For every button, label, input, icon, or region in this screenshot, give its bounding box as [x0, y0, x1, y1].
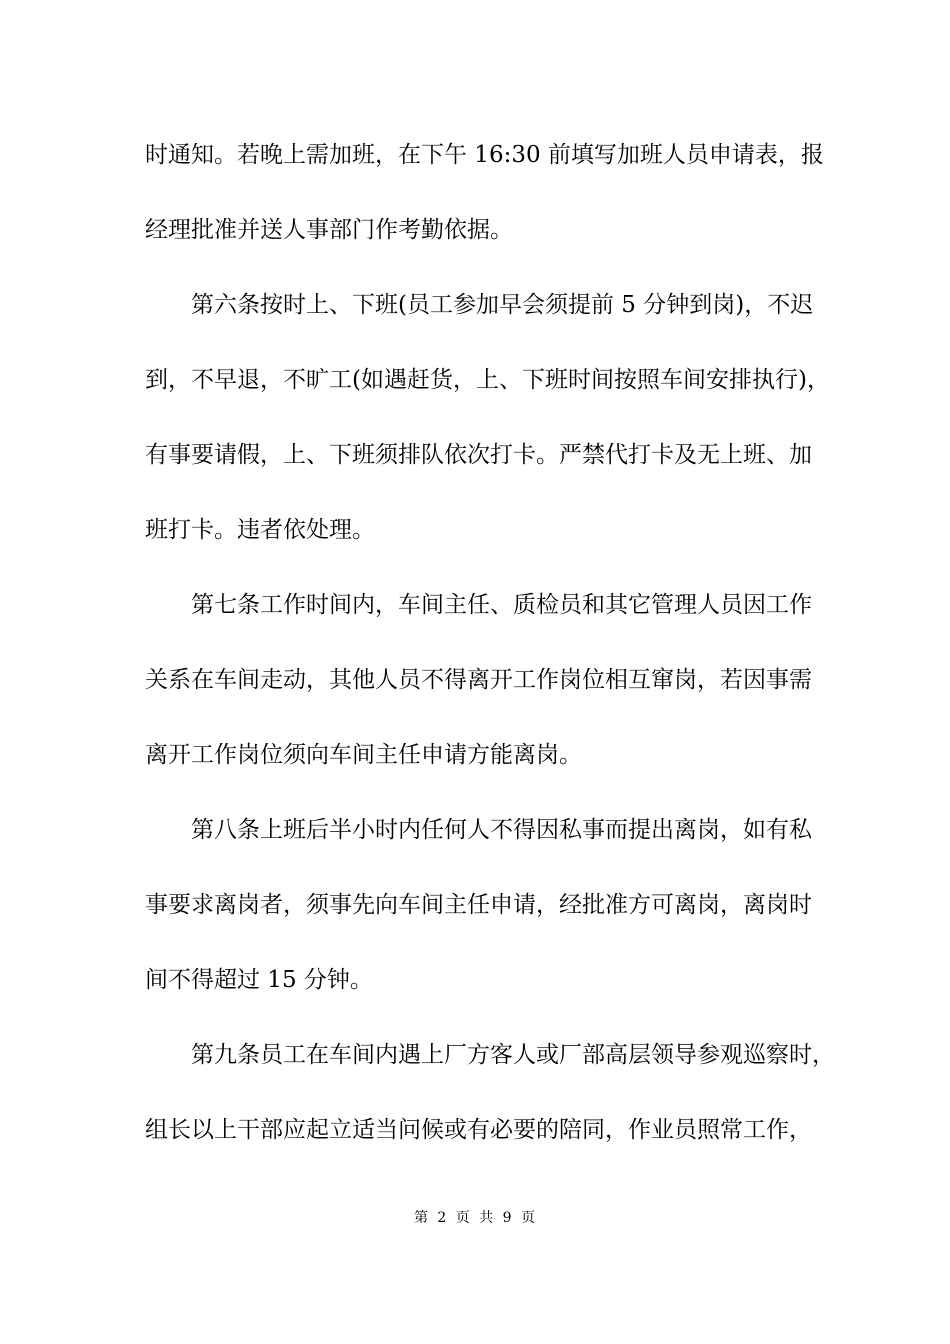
text-line: 关系在车间走动，其他人员不得离开工作岗位相互窜岗，若因事需	[145, 667, 812, 693]
paragraph-start-line: 第九条员工在车间内遇上厂方客人或厂部高层领导参观巡察时，	[191, 1042, 835, 1068]
text-line: 有事要请假，上、下班须排队依次打卡。严禁代打卡及无上班、加	[145, 442, 812, 468]
text-line: 事要求离岗者，须事先向车间主任申请，经批准方可离岗，离岗时	[145, 892, 812, 918]
text-line: 经理批准并送人事部门作考勤依据。	[145, 217, 513, 243]
text-line: 间不得超过 15 分钟。	[145, 967, 373, 993]
text-line: 班打卡。违者依处理。	[145, 517, 375, 543]
text-line: 组长以上干部应起立适当问候或有必要的陪同，作业员照常工作，	[145, 1117, 812, 1143]
paragraph-start-line: 第七条工作时间内，车间主任、质检员和其它管理人员因工作	[191, 592, 812, 618]
text-line: 时通知。若晚上需加班，在下午 16:30 前填写加班人员申请表，报	[145, 142, 824, 168]
text-line: 离开工作岗位须向车间主任申请方能离岗。	[145, 742, 582, 768]
paragraph-start-line: 第六条按时上、下班(员工参加早会须提前 5 分钟到岗)，不迟	[191, 292, 814, 318]
text-line: 到，不早退，不旷工(如遇赶货，上、下班时间按照车间安排执行)，	[145, 367, 830, 393]
paragraph-start-line: 第八条上班后半小时内任何人不得因私事而提出离岗，如有私	[191, 817, 812, 843]
page-number-footer: 第 2 页 共 9 页	[413, 1210, 537, 1226]
